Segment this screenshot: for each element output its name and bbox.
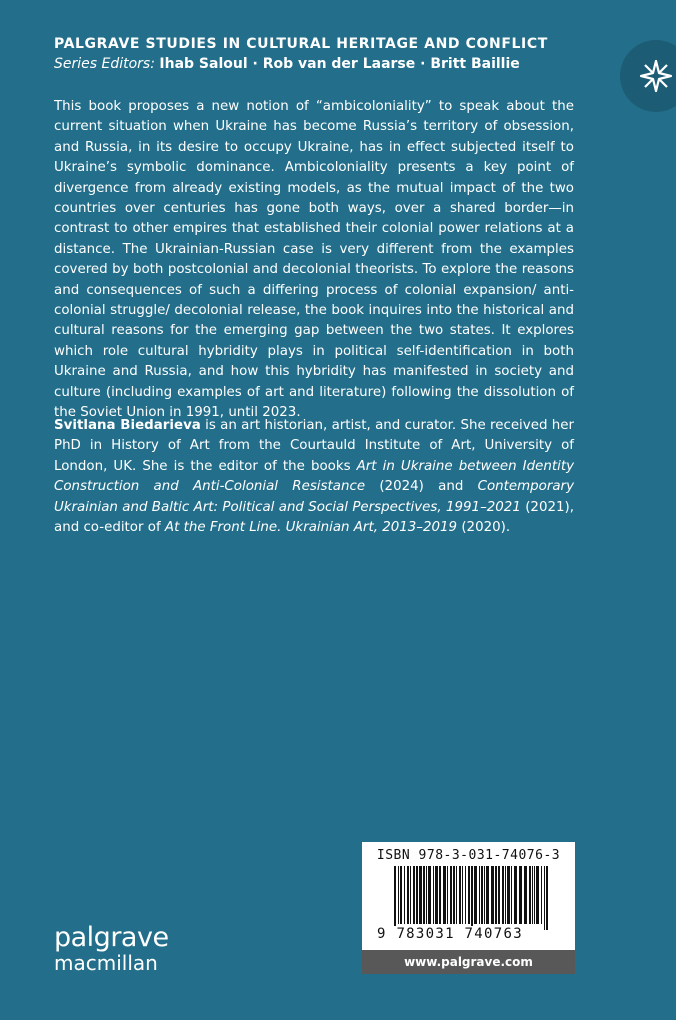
barcode-icon xyxy=(392,866,552,930)
publisher-url: www.palgrave.com xyxy=(362,950,575,974)
barcode-digits-text: 9 783031 740763 xyxy=(377,926,523,942)
isbn-label: ISBN 978-3-031-74076-3 xyxy=(376,848,561,863)
series-editors xyxy=(54,56,520,72)
bio-text: (2020). xyxy=(457,520,511,536)
barcode-digits xyxy=(376,926,566,942)
publisher-logo-line2: macmillan xyxy=(54,951,158,975)
publisher-logo-line1: palgrave xyxy=(54,922,169,953)
series-title: PALGRAVE STUDIES IN CULTURAL HERITAGE AND CONFLICT xyxy=(54,36,548,52)
bio-text: (2021), and co-editor of xyxy=(54,499,574,536)
publisher-logo xyxy=(54,924,169,973)
author-name: Svitlana Biedarieva xyxy=(54,418,201,433)
palgrave-star-icon xyxy=(639,59,673,93)
book-description: This book proposes a new notion of “ambicoloniality” to speak about the current situation when Ukraine has become Russia’s territory of obsession, and Russia, in its desire to occupy Ukraine, has in effect subjected itself to Ukraine’s symbolic dominance. Ambicoloniality presents a key point of divergence from already existing models, as the mutual impact of the two countries over centuries has gone both ways, over a shared border—in contrast to other empires that established their colonial power relations at a distance. The Ukrainian-Russian case is very different from the examples covered by both postcolonial and decolonial theorists. To explore the reasons and consequences of such a differing process of colonial expansion/ anti-colonial struggle/ decolonial release, the book inquires into the historical and cultural reasons for the emerging gap between the two states. It explores which role cultural hybridity plays in political self-identification in both Ukraine and Russia, and how this hybridity has manifested in society and culture (including examples of art and literature) following the dissolution of the Soviet Union in 1991, until 2023. xyxy=(54,99,574,421)
book-title: Contemporary Ukrainian and Baltic Art: Political and Social Perspectives, 1991–2021 xyxy=(54,479,574,515)
palgrave-logo xyxy=(620,40,676,112)
series-editors-names: Ihab Saloul · Rob van der Laarse · Britt Baillie xyxy=(159,56,520,72)
bio-text: is an art historian, artist, and curator. She received her PhD in History of Art from the Courtauld Institute of Art, University of London, UK. She is the editor of the books xyxy=(54,418,574,474)
series-editors-lead: Series Editors: xyxy=(54,56,155,72)
barcode-box xyxy=(362,842,575,950)
book-title: Art in Ukraine between Identity Construction and Anti-Colonial Resistance xyxy=(54,458,574,495)
bio-text: (2024) and xyxy=(365,479,478,495)
author-bio xyxy=(54,416,574,538)
book-title: At the Front Line. Ukrainian Art, 2013–2019 xyxy=(164,520,458,536)
